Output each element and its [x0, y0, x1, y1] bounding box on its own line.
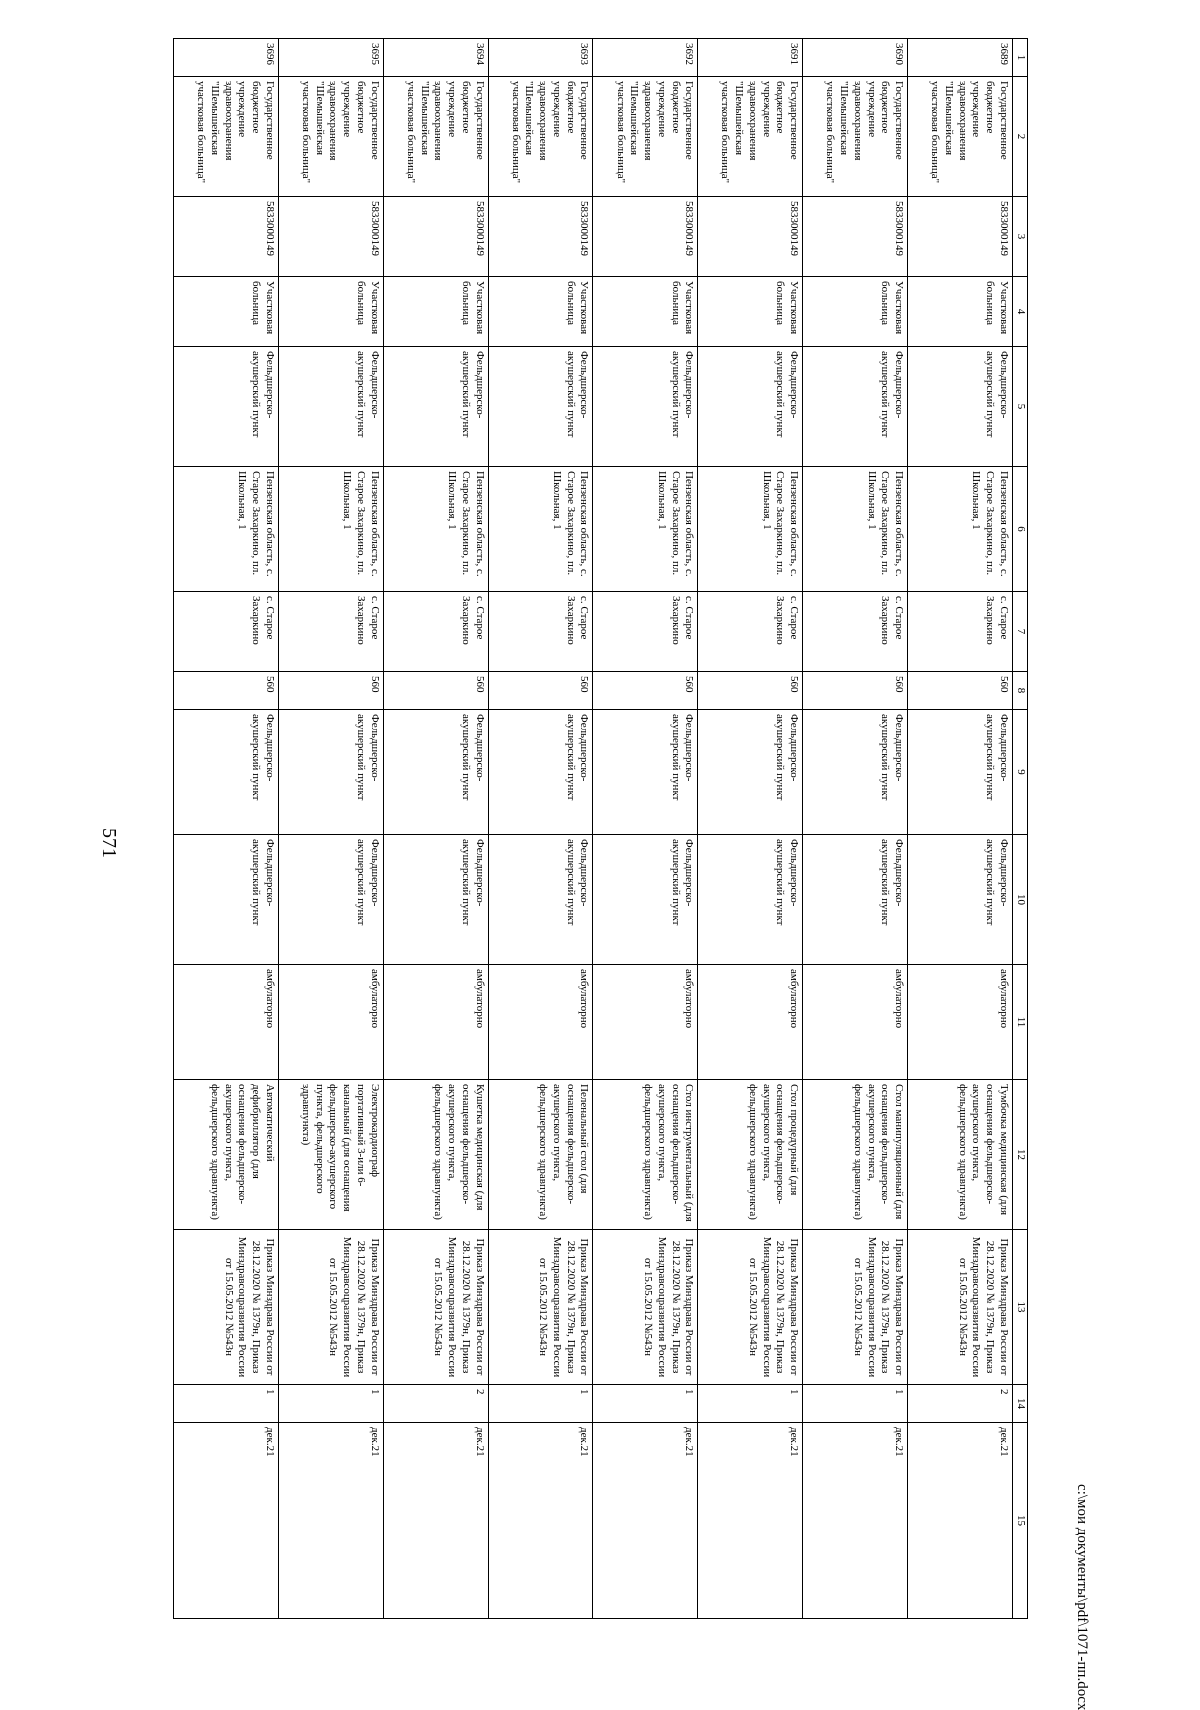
cell-col-13: Приказ Минздрава России от 28.12.2020 № 1379н, Приказ Минздравсоцразвития России от 15.05.2012 №543н [908, 1230, 1013, 1385]
cell-col-3: 5833000149 [174, 197, 279, 277]
cell-col-8: 560 [488, 672, 593, 710]
cell-col-12: Стол процедурный (для оснащения фельдшерско-акушерского пункта, фельдшерского здравпункта) [698, 1080, 803, 1230]
page-number: 571 [98, 828, 120, 858]
cell-col-9: Фельдшерско-акушерский пункт [278, 710, 383, 835]
cell-col-5: Фельдшерско-акушерский пункт [803, 347, 908, 467]
cell-col-2: Государственное бюджетное учреждение здравоохранения "Шемышейская участковая больница" [593, 77, 698, 197]
cell-col-13: Приказ Минздрава России от 28.12.2020 № 1379н, Приказ Минздравсоцразвития России от 15.05.2012 №543н [383, 1230, 488, 1385]
cell-col-9: Фельдшерско-акушерский пункт [488, 710, 593, 835]
cell-col-15: дек.21 [908, 1423, 1013, 1619]
cell-col-7: с. Старое Захаркино [383, 592, 488, 672]
table-row [698, 39, 803, 1619]
column-header-12: 12 [1013, 1080, 1028, 1230]
cell-col-5: Фельдшерско-акушерский пункт [908, 347, 1013, 467]
cell-col-3: 5833000149 [488, 197, 593, 277]
cell-col-4: Участковая больница [803, 277, 908, 347]
column-header-3: 3 [1013, 197, 1028, 277]
cell-col-13: Приказ Минздрава России от 28.12.2020 № 1379н, Приказ Минздравсоцразвития России от 15.05.2012 №543н [488, 1230, 593, 1385]
cell-col-2: Государственное бюджетное учреждение здравоохранения "Шемышейская участковая больница" [278, 77, 383, 197]
cell-col-11: амбулаторно [174, 965, 279, 1080]
cell-col-15: дек.21 [698, 1423, 803, 1619]
cell-col-8: 560 [593, 672, 698, 710]
column-header-1: 1 [1013, 39, 1028, 77]
cell-col-5: Фельдшерско-акушерский пункт [278, 347, 383, 467]
cell-col-15: дек.21 [488, 1423, 593, 1619]
cell-col-5: Фельдшерско-акушерский пункт [488, 347, 593, 467]
column-header-6: 6 [1013, 467, 1028, 592]
column-header-7: 7 [1013, 592, 1028, 672]
cell-col-12: Автоматический дефибриллятор (для оснащения фельдшерско-акушерского пункта, фельдшерского здравпункта) [174, 1080, 279, 1230]
cell-col-10: Фельдшерско-акушерский пункт [488, 835, 593, 965]
cell-col-14: 1 [593, 1385, 698, 1423]
cell-col-3: 5833000149 [908, 197, 1013, 277]
table-row [593, 39, 698, 1619]
table-row [488, 39, 593, 1619]
cell-col-4: Участковая больница [383, 277, 488, 347]
rotated-table-container [173, 38, 1028, 1618]
cell-col-8: 560 [803, 672, 908, 710]
cell-col-6: Пензенская область, с. Старое Захаркино, пл. Школьная, 1 [803, 467, 908, 592]
cell-col-6: Пензенская область, с. Старое Захаркино, пл. Школьная, 1 [488, 467, 593, 592]
cell-col-6: Пензенская область, с. Старое Захаркино, пл. Школьная, 1 [908, 467, 1013, 592]
cell-col-2: Государственное бюджетное учреждение здравоохранения "Шемышейская участковая больница" [488, 77, 593, 197]
cell-col-10: Фельдшерско-акушерский пункт [908, 835, 1013, 965]
cell-col-11: амбулаторно [803, 965, 908, 1080]
column-header-9: 9 [1013, 710, 1028, 835]
cell-col-10: Фельдшерско-акушерский пункт [383, 835, 488, 965]
cell-col-8: 560 [908, 672, 1013, 710]
column-header-2: 2 [1013, 77, 1028, 197]
cell-col-3: 5833000149 [803, 197, 908, 277]
cell-col-3: 5833000149 [698, 197, 803, 277]
cell-col-12: Электрокардиограф портативный 3-или 6-канальный (для оснащения фельдшерско-акушерского пункта, фельдшерского здравпункта) [278, 1080, 383, 1230]
cell-col-6: Пензенская область, с. Старое Захаркино, пл. Школьная, 1 [174, 467, 279, 592]
table-row [174, 39, 279, 1619]
column-header-11: 11 [1013, 965, 1028, 1080]
cell-col-5: Фельдшерско-акушерский пункт [593, 347, 698, 467]
cell-col-5: Фельдшерско-акушерский пункт [383, 347, 488, 467]
cell-col-15: дек.21 [278, 1423, 383, 1619]
cell-col-4: Участковая больница [698, 277, 803, 347]
cell-col-12: Стол манипуляционный (для оснащения фельдшерско-акушерского пункта, фельдшерского здравпункта) [803, 1080, 908, 1230]
cell-col-2: Государственное бюджетное учреждение здравоохранения "Шемышейская участковая больница" [803, 77, 908, 197]
cell-col-4: Участковая больница [593, 277, 698, 347]
cell-col-9: Фельдшерско-акушерский пункт [908, 710, 1013, 835]
cell-col-15: дек.21 [803, 1423, 908, 1619]
cell-col-10: Фельдшерско-акушерский пункт [698, 835, 803, 965]
cell-col-14: 2 [383, 1385, 488, 1423]
cell-col-1: 3689 [908, 39, 1013, 77]
cell-col-15: дек.21 [174, 1423, 279, 1619]
cell-col-7: с. Старое Захаркино [278, 592, 383, 672]
cell-col-15: дек.21 [383, 1423, 488, 1619]
cell-col-7: с. Старое Захаркино [174, 592, 279, 672]
table-body [174, 39, 1013, 1619]
cell-col-14: 1 [698, 1385, 803, 1423]
cell-col-13: Приказ Минздрава России от 28.12.2020 № 1379н, Приказ Минздравсоцразвития России от 15.05.2012 №543н [278, 1230, 383, 1385]
table-row [908, 39, 1013, 1619]
cell-col-5: Фельдшерско-акушерский пункт [174, 347, 279, 467]
cell-col-11: амбулаторно [698, 965, 803, 1080]
cell-col-3: 5833000149 [593, 197, 698, 277]
cell-col-11: амбулаторно [488, 965, 593, 1080]
cell-col-6: Пензенская область, с. Старое Захаркино, пл. Школьная, 1 [278, 467, 383, 592]
cell-col-14: 2 [908, 1385, 1013, 1423]
cell-col-1: 3691 [698, 39, 803, 77]
cell-col-4: Участковая больница [278, 277, 383, 347]
cell-col-10: Фельдшерско-акушерский пункт [174, 835, 279, 965]
cell-col-14: 1 [803, 1385, 908, 1423]
equipment-table [173, 38, 1028, 1619]
table-row [803, 39, 908, 1619]
cell-col-12: Кушетка медицинская (для оснащения фельдшерско-акушерского пункта, фельдшерского здравпункта) [383, 1080, 488, 1230]
cell-col-14: 1 [278, 1385, 383, 1423]
cell-col-12: Стол инструментальный (для оснащения фельдшерско-акушерского пункта, фельдшерского здравпункта) [593, 1080, 698, 1230]
cell-col-1: 3695 [278, 39, 383, 77]
cell-col-5: Фельдшерско-акушерский пункт [698, 347, 803, 467]
cell-col-11: амбулаторно [908, 965, 1013, 1080]
cell-col-7: с. Старое Захаркино [593, 592, 698, 672]
cell-col-9: Фельдшерско-акушерский пункт [383, 710, 488, 835]
table-row [278, 39, 383, 1619]
cell-col-1: 3692 [593, 39, 698, 77]
cell-col-2: Государственное бюджетное учреждение здравоохранения "Шемышейская участковая больница" [383, 77, 488, 197]
cell-col-2: Государственное бюджетное учреждение здравоохранения "Шемышейская участковая больница" [908, 77, 1013, 197]
cell-col-11: амбулаторно [383, 965, 488, 1080]
cell-col-8: 560 [278, 672, 383, 710]
cell-col-8: 560 [383, 672, 488, 710]
cell-col-6: Пензенская область, с. Старое Захаркино, пл. Школьная, 1 [593, 467, 698, 592]
column-header-5: 5 [1013, 347, 1028, 467]
cell-col-15: дек.21 [593, 1423, 698, 1619]
cell-col-13: Приказ Минздрава России от 28.12.2020 № 1379н, Приказ Минздравсоцразвития России от 15.05.2012 №543н [593, 1230, 698, 1385]
cell-col-9: Фельдшерско-акушерский пункт [174, 710, 279, 835]
header-row [1013, 39, 1028, 1619]
cell-col-8: 560 [698, 672, 803, 710]
cell-col-7: с. Старое Захаркино [488, 592, 593, 672]
cell-col-10: Фельдшерско-акушерский пункт [803, 835, 908, 965]
cell-col-2: Государственное бюджетное учреждение здравоохранения "Шемышейская участковая больница" [174, 77, 279, 197]
column-header-14: 14 [1013, 1385, 1028, 1423]
cell-col-4: Участковая больница [174, 277, 279, 347]
cell-col-1: 3694 [383, 39, 488, 77]
column-header-15: 15 [1013, 1423, 1028, 1619]
cell-col-6: Пензенская область, с. Старое Захаркино, пл. Школьная, 1 [383, 467, 488, 592]
cell-col-9: Фельдшерско-акушерский пункт [803, 710, 908, 835]
cell-col-1: 3696 [174, 39, 279, 77]
cell-col-3: 5833000149 [383, 197, 488, 277]
cell-col-7: с. Старое Захаркино [803, 592, 908, 672]
column-header-13: 13 [1013, 1230, 1028, 1385]
footer-file-path: c:\мои документы\pdf\1071-пп.docx [1074, 1484, 1090, 1710]
cell-col-2: Государственное бюджетное учреждение здравоохранения "Шемышейская участковая больница" [698, 77, 803, 197]
cell-col-12: Тумбочка медицинская (для оснащения фельдшерско-акушерского пункта, фельдшерского здравпункта) [908, 1080, 1013, 1230]
cell-col-14: 1 [488, 1385, 593, 1423]
cell-col-3: 5833000149 [278, 197, 383, 277]
cell-col-9: Фельдшерско-акушерский пункт [593, 710, 698, 835]
cell-col-13: Приказ Минздрава России от 28.12.2020 № 1379н, Приказ Минздравсоцразвития России от 15.05.2012 №543н [803, 1230, 908, 1385]
cell-col-1: 3690 [803, 39, 908, 77]
cell-col-10: Фельдшерско-акушерский пункт [278, 835, 383, 965]
cell-col-4: Участковая больница [488, 277, 593, 347]
cell-col-6: Пензенская область, с. Старое Захаркино, пл. Школьная, 1 [698, 467, 803, 592]
cell-col-9: Фельдшерско-акушерский пункт [698, 710, 803, 835]
cell-col-11: амбулаторно [593, 965, 698, 1080]
cell-col-11: амбулаторно [278, 965, 383, 1080]
cell-col-7: с. Старое Захаркино [908, 592, 1013, 672]
cell-col-13: Приказ Минздрава России от 28.12.2020 № 1379н, Приказ Минздравсоцразвития России от 15.05.2012 №543н [174, 1230, 279, 1385]
cell-col-8: 560 [174, 672, 279, 710]
cell-col-12: Пеленальный стол (для оснащения фельдшерско-акушерского пункта, фельдшерского здравпункта) [488, 1080, 593, 1230]
column-header-8: 8 [1013, 672, 1028, 710]
cell-col-13: Приказ Минздрава России от 28.12.2020 № 1379н, Приказ Минздравсоцразвития России от 15.05.2012 №543н [698, 1230, 803, 1385]
cell-col-7: с. Старое Захаркино [698, 592, 803, 672]
cell-col-4: Участковая больница [908, 277, 1013, 347]
cell-col-1: 3693 [488, 39, 593, 77]
cell-col-14: 1 [174, 1385, 279, 1423]
cell-col-10: Фельдшерско-акушерский пункт [593, 835, 698, 965]
column-header-10: 10 [1013, 835, 1028, 965]
column-header-4: 4 [1013, 277, 1028, 347]
table-row [383, 39, 488, 1619]
